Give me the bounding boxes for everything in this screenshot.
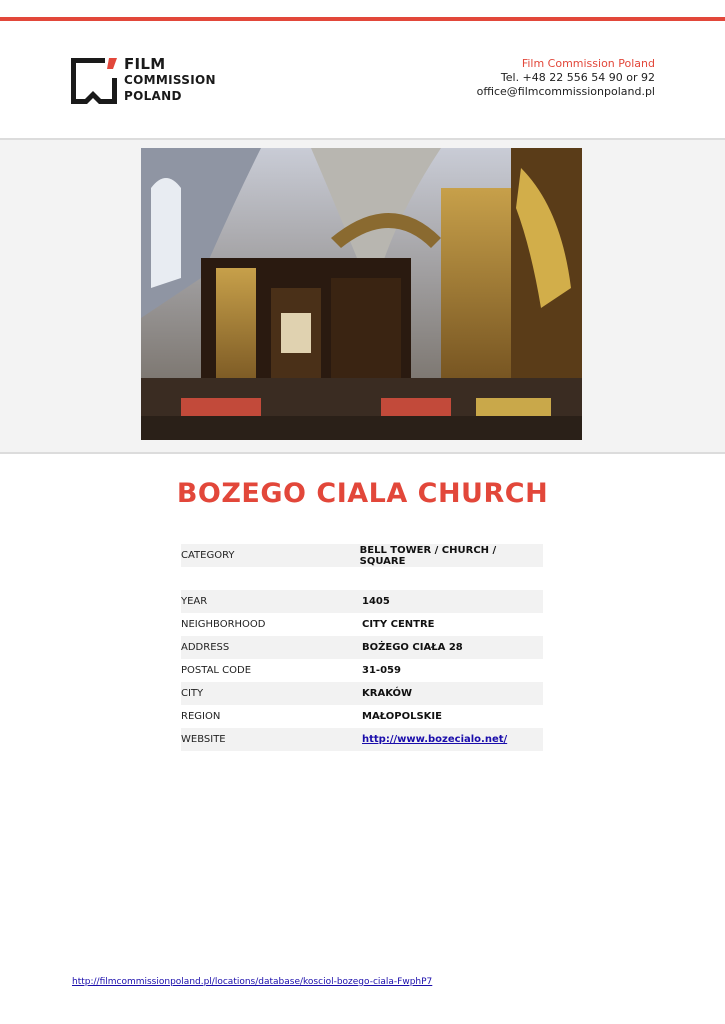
website-link[interactable]: http://www.bozecialo.net/ [362, 734, 508, 745]
detail-value: BOŻEGO CIAŁA 28 [362, 642, 463, 653]
detail-label: POSTAL CODE [181, 665, 252, 676]
detail-row-neighborhood [181, 613, 543, 636]
logo-text-commission: COMMISSION [124, 73, 216, 87]
detail-value: MAŁOPOLSKIE [362, 711, 442, 722]
detail-label: REGION [181, 711, 221, 722]
detail-value: KRAKÓW [362, 688, 413, 699]
detail-label: CITY [181, 688, 204, 699]
detail-label: ADDRESS [181, 642, 230, 653]
detail-value: 1405 [362, 596, 390, 607]
detail-row-city [181, 682, 543, 705]
detail-value: CITY CENTRE [362, 619, 435, 630]
top-accent-bar [0, 17, 725, 21]
film-commission-poland-logo [69, 56, 229, 108]
detail-label: NEIGHBORHOOD [181, 619, 266, 630]
church-interior-photo [141, 148, 582, 440]
detail-row-address [181, 636, 543, 659]
contact-phone: Tel. +48 22 556 54 90 or 92 [500, 71, 655, 84]
detail-value: BELL TOWER / CHURCH / SQUARE [359, 544, 497, 567]
detail-label: YEAR [181, 596, 208, 607]
logo-text-poland: POLAND [124, 89, 182, 103]
logo-frame-icon [69, 56, 119, 106]
page-title: BOZEGO CIALA CHURCH [176, 478, 549, 509]
contact-block [477, 57, 655, 99]
contact-org: Film Commission Poland [521, 57, 655, 70]
contact-email[interactable]: office@filmcommissionpoland.pl [476, 85, 655, 98]
logo-text-film: FILM [124, 55, 166, 73]
details-table [181, 544, 543, 751]
details-spacer [181, 567, 543, 590]
detail-row-website [181, 728, 543, 751]
detail-label: WEBSITE [181, 734, 226, 745]
detail-row-year [181, 590, 543, 613]
footer-source-link[interactable]: http://filmcommissionpoland.pl/locations/database/kosciol-bozego-ciala-FwphP7 [72, 977, 433, 987]
detail-label: CATEGORY [181, 550, 235, 561]
detail-row-region [181, 705, 543, 728]
detail-row-category [181, 544, 543, 567]
detail-row-postal-code [181, 659, 543, 682]
detail-value: 31-059 [362, 665, 401, 676]
